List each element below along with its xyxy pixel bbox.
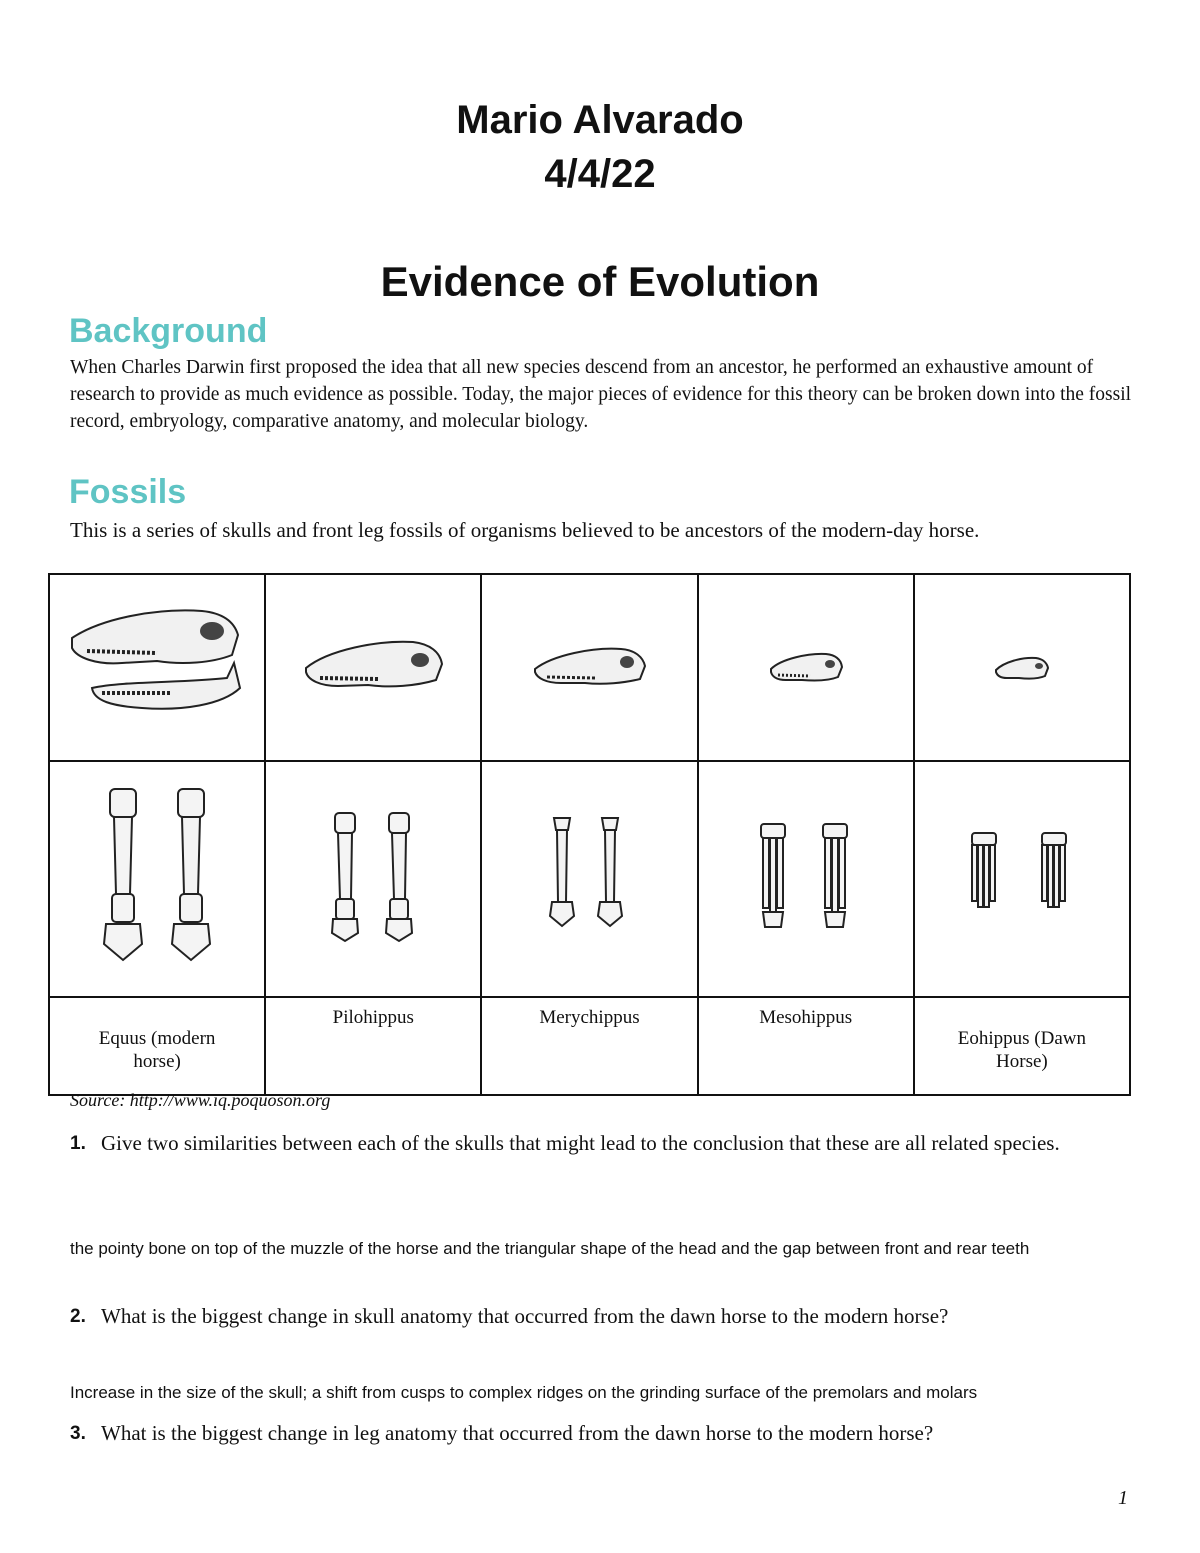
question-number: 1.: [70, 1133, 86, 1154]
source-citation: Source: http://www.iq.poquoson.org: [70, 1090, 331, 1110]
question-text: What is the biggest change in skull anatomy that occurred from the dawn horse to the modern horse?: [101, 1304, 949, 1328]
answer-2[interactable]: Increase in the size of the skull; a shift from cusps to complex ridges on the grinding surface of the premolars and molars: [70, 1383, 978, 1402]
horse-skull-icon: [298, 628, 448, 708]
skull-cell-pilohippus: [265, 574, 481, 761]
horse-leg-bones-icon: [751, 819, 861, 939]
question-text: What is the biggest change in leg anatomy that occurred from the dawn horse to the modern horse?: [101, 1421, 934, 1445]
question-text: Give two similarities between each of the skulls that might lead to the conclusion that these are all related species.: [101, 1131, 1060, 1155]
answer-1[interactable]: the pointy bone on top of the muzzle of the horse and the triangular shape of the head and the gap between front and rear teeth: [70, 1239, 1030, 1258]
author-name: Mario Alvarado: [456, 98, 744, 142]
background-paragraph: When Charles Darwin first proposed the idea that all new species descend from an ancestor, he performed an exhaustive amount of research to provide as much evidence as possible. Today, the major pieces of evidence for this theory can be broken down into the fossil record, embryology, comparative anatomy, and molecular biology.: [70, 357, 1132, 432]
skull-row: [49, 574, 1130, 761]
horse-leg-bones-icon: [323, 809, 423, 949]
background-heading: Background: [69, 312, 268, 350]
question-number: 2.: [70, 1306, 86, 1327]
fossil-table: [48, 573, 1131, 1096]
question-number: 3.: [70, 1423, 86, 1444]
skull-cell-mesohippus: [698, 574, 914, 761]
species-name-equus: Equus (modern horse): [98, 1028, 216, 1072]
question-1: [70, 1129, 1130, 1158]
species-name: [914, 997, 1130, 1095]
document-date: 4/4/22: [544, 152, 656, 196]
leg-cell-merychippus: [481, 761, 697, 997]
leg-row: [49, 761, 1130, 997]
species-name: [265, 997, 481, 1095]
species-name-pilohippus: Pilohippus: [332, 1007, 414, 1028]
question-2: [70, 1302, 1130, 1331]
horse-skull-icon: [62, 593, 252, 743]
species-name-merychippus: Merychippus: [539, 1007, 640, 1028]
name-row: [49, 997, 1130, 1095]
skull-cell-merychippus: [481, 574, 697, 761]
leg-cell-eohippus: [914, 761, 1130, 997]
horse-leg-bones-icon: [962, 829, 1082, 929]
leg-cell-equus: [49, 761, 265, 997]
species-name: [481, 997, 697, 1095]
horse-skull-icon: [992, 648, 1052, 688]
species-name: [698, 997, 914, 1095]
horse-leg-bones-icon: [544, 812, 634, 947]
leg-cell-pilohippus: [265, 761, 481, 997]
horse-leg-bones-icon: [92, 784, 222, 974]
page-title: Evidence of Evolution: [380, 258, 820, 305]
fossils-intro: This is a series of skulls and front leg fossils of organisms believed to be ancestors of the modern-day horse.: [70, 518, 980, 542]
species-name-eohippus: Eohippus (Dawn Horse): [957, 1028, 1086, 1072]
species-name: [49, 997, 265, 1095]
fossils-heading: Fossils: [69, 473, 187, 511]
skull-cell-eohippus: [914, 574, 1130, 761]
horse-skull-icon: [529, 635, 649, 700]
species-name-mesohippus: Mesohippus: [759, 1007, 853, 1028]
question-3: [70, 1419, 1130, 1448]
page-number: 1: [1118, 1487, 1128, 1509]
horse-skull-icon: [766, 643, 846, 693]
skull-cell-equus: [49, 574, 265, 761]
leg-cell-mesohippus: [698, 761, 914, 997]
